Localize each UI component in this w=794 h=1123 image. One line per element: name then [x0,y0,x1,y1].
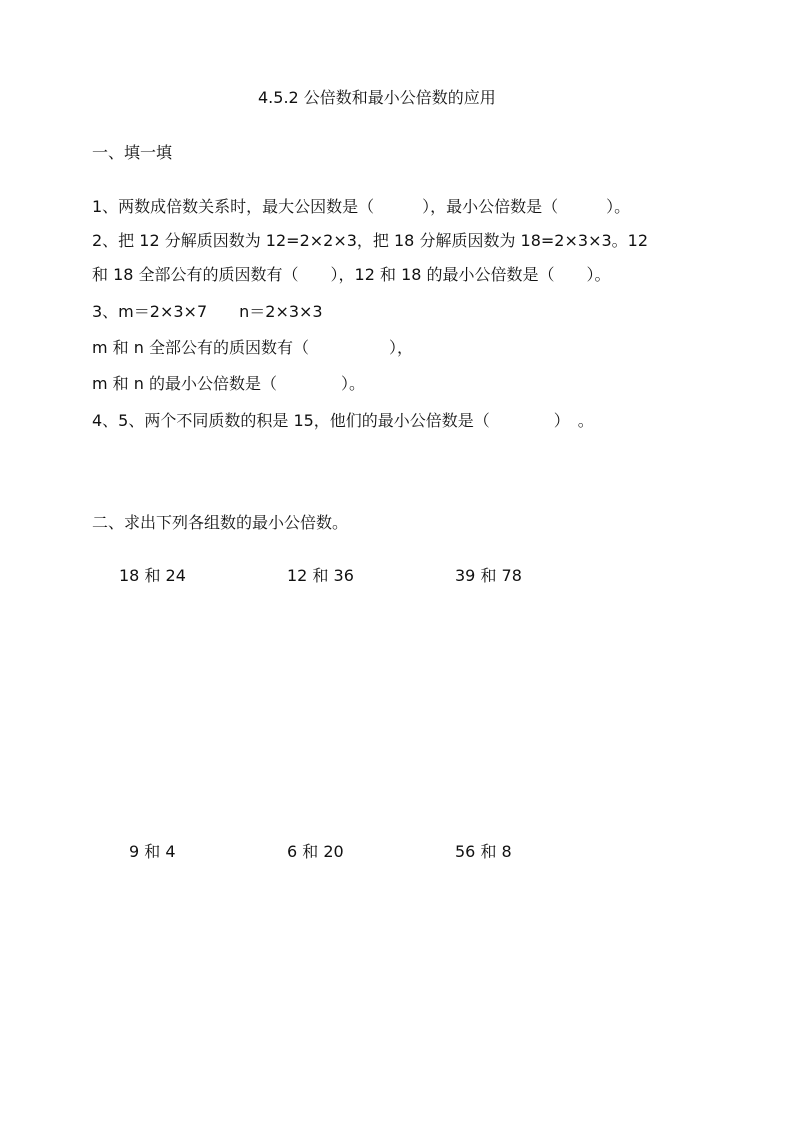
number-pair: 6 和 20 [287,842,344,861]
question-2-line-2: 和 18 全部公有的质因数有（ ），12 和 18 的最小公倍数是（ ）。 [92,265,611,284]
page-title: 4.5.2 公倍数和最小公倍数的应用 [258,88,496,107]
number-pair: 56 和 8 [455,842,512,861]
question-3-line-3: m 和 n 的最小公倍数是（ ）。 [92,374,365,393]
question-4: 4、5、两个不同质数的积是 15，他们的最小公倍数是（ ） 。 [92,411,594,430]
question-1: 1、两数成倍数关系时，最大公因数是（ ），最小公倍数是（ ）。 [92,197,631,216]
number-pair: 9 和 4 [129,842,176,861]
question-3-line-1: 3、m＝2×3×7 n＝2×3×3 [92,302,323,321]
number-pair: 12 和 36 [287,566,354,585]
question-3-line-2: m 和 n 全部公有的质因数有（ ）， [92,338,413,357]
question-2-line-1: 2、把 12 分解质因数为 12=2×2×3，把 18 分解质因数为 18=2×3×3。12 [92,231,649,250]
section-heading-lcm: 二、求出下列各组数的最小公倍数。 [92,513,349,532]
number-pair: 39 和 78 [455,566,522,585]
section-heading-fill-in: 一、填一填 [92,143,173,162]
number-pair: 18 和 24 [119,566,186,585]
